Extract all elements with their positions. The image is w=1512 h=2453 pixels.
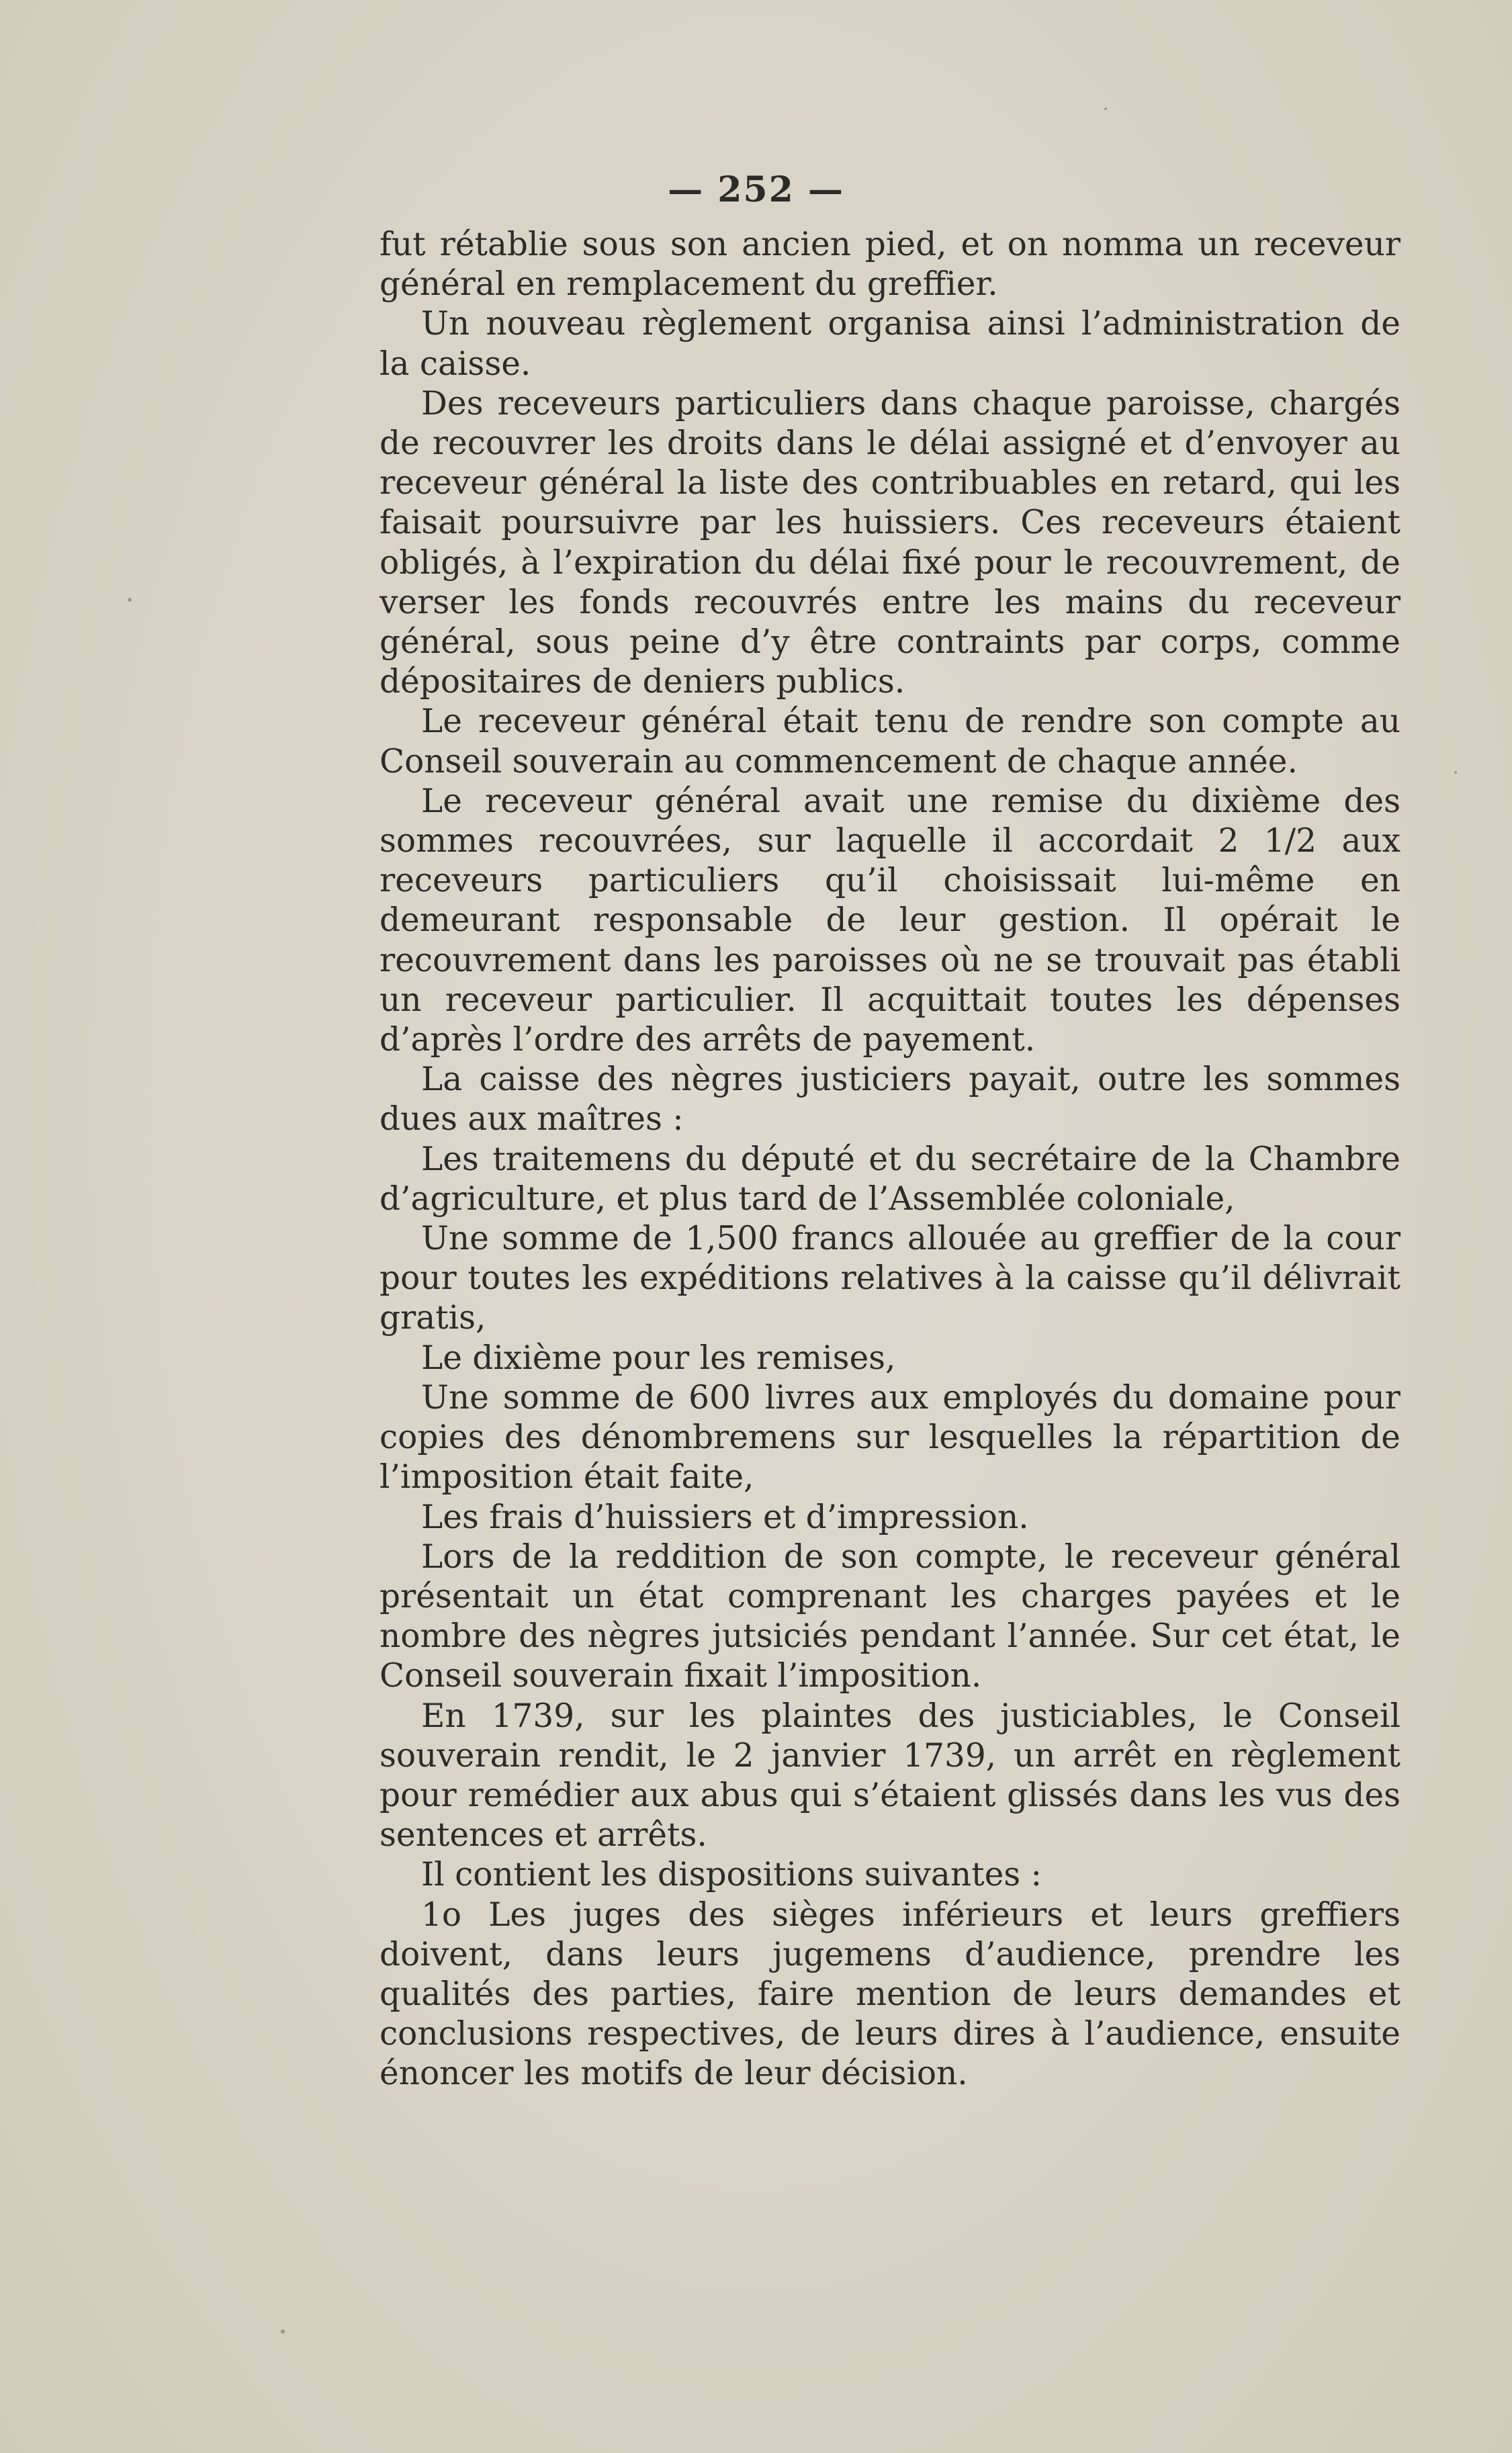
paragraph: Les traitemens du député et du secrétaire de la Chambre d’agriculture, et plus tard de l’Assemblée coloniale,: [380, 1140, 1400, 1218]
page-number: — 252 —: [668, 169, 844, 210]
paragraph: Une somme de 1,500 francs allouée au greffier de la cour pour toutes les expéditions relatives à la caisse qu’il délivrait gratis,: [380, 1220, 1400, 1337]
paragraph: Un nouveau règlement organisa ainsi l’administration de la caisse.: [380, 305, 1400, 383]
paragraph: La caisse des nègres justiciers payait, outre les sommes dues aux maîtres :: [380, 1061, 1400, 1139]
paragraph: Le dixième pour les remises,: [421, 1339, 896, 1377]
paragraph: Une somme de 600 livres aux employés du domaine pour copies des dénombremens sur lesquelles la répartition de l’imposition était faite,: [380, 1378, 1400, 1497]
paragraph: Des receveurs particuliers dans chaque paroisse, chargés de recouvrer les droits dans le délai assigné et d’envoyer au receveur général la liste des contribuables en retard, qui les faisait poursuivre par les huissiers. Ces receveurs étaient obligés, à l’expiration du délai fixé pour le recouvrement, de verser les fonds recouvrés entre les mains du receveur général, sous peine d’y être contraints par corps, comme dépositaires de deniers publics.: [380, 384, 1400, 701]
paragraph: 1o Les juges des sièges inférieurs et leurs greffiers doivent, dans leurs jugemens d’audience, prendre les qualités des parties, faire mention de leurs demandes et conclusions respectives, de leurs dires à l’audience, ensuite énoncer les motifs de leur décision.: [380, 1896, 1400, 2093]
paper-speck: [1104, 107, 1107, 110]
paper-speck: [1454, 771, 1457, 774]
paper-speck: [281, 2329, 285, 2333]
paper-speck: [128, 598, 132, 602]
paragraph: Le receveur général avait une remise du dixième des sommes recouvrées, sur laquelle il accordait 2 1/2 aux receveurs particuliers qu’il choisissait lui-même en demeurant responsable de leur gestion. Il opérait le recouvrement dans les paroisses où ne se trouvait pas établi un receveur particulier. Il acquittait toutes les dépenses d’après l’ordre des arrêts de payement.: [380, 782, 1400, 1059]
paragraph: Les frais d’huissiers et d’impression.: [421, 1498, 1029, 1536]
paragraph: fut rétablie sous son ancien pied, et on nomma un receveur général en remplacement du greffier.: [380, 226, 1400, 304]
paragraph: Le receveur général était tenu de rendre son compte au Conseil souverain au commencement de chaque année.: [380, 703, 1400, 780]
body-text: [380, 225, 1400, 2094]
paragraph: En 1739, sur les plaintes des justiciables, le Conseil souverain rendit, le 2 janvier 1739, un arrêt en règlement pour remédier aux abus qui s’étaient glissés dans les vus des sentences et arrêts.: [380, 1697, 1400, 1855]
paragraph: Il contient les dispositions suivantes :: [421, 1856, 1042, 1894]
paragraph: Lors de la reddition de son compte, le receveur général présentait un état comprenant les charges payées et le nombre des nègres jutsiciés pendant l’année. Sur cet état, le Conseil souverain fixait l’imposition.: [380, 1537, 1400, 1695]
